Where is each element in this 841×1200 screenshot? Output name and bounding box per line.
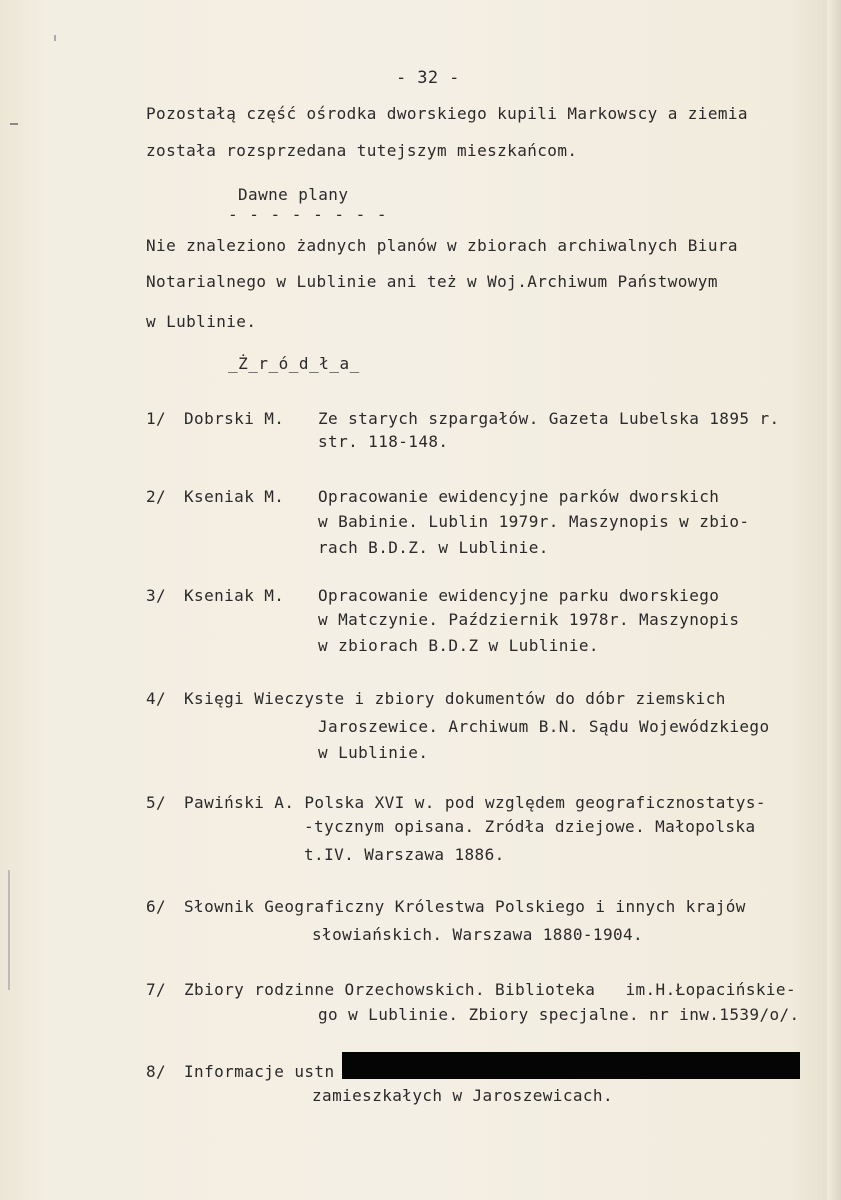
source-author: Kseniak M. [184, 487, 285, 506]
source-line: w Babinie. Lublin 1979r. Maszynopis w zbio- [318, 512, 750, 531]
source-line: rach B.D.Z. w Lublinie. [318, 538, 549, 557]
source-line: -tycznym opisana. Zródła dziejowe. Małopolska [304, 817, 756, 836]
source-author: Kseniak M. [184, 586, 285, 605]
source-number: 2/ [146, 487, 167, 506]
section-heading-plans: Dawne plany [238, 185, 349, 204]
source-line: słowiańskich. Warszawa 1880-1904. [312, 925, 644, 944]
scan-speck [10, 123, 18, 125]
source-line: w Lublinie. [318, 743, 429, 762]
source-author: Zbiory rodzinne Orzechowskich. Biblioteka im.H.Łopacińskie- [184, 980, 797, 999]
source-number: 3/ [146, 586, 167, 605]
plans-text-line: Notarialnego w Lublinie ani też w Woj.Archiwum Państwowym [146, 272, 718, 291]
source-line: go w Lublinie. Zbiory specjalne. nr inw.1539/o/. [318, 1005, 800, 1024]
source-line: w zbiorach B.D.Z w Lublinie. [318, 636, 599, 655]
source-number: 6/ [146, 897, 167, 916]
source-line: zamieszkałych w Jaroszewicach. [312, 1086, 613, 1105]
source-line: str. 118-148. [318, 432, 449, 451]
source-author: Pawiński A. Polska XVI w. pod względem geograficznostatys- [184, 793, 766, 812]
source-number: 1/ [146, 409, 167, 428]
source-author: Słownik Geograficzny Królestwa Polskiego i innych krajów [184, 897, 746, 916]
source-number: 8/ [146, 1062, 167, 1081]
source-number: 7/ [146, 980, 167, 999]
plans-text-line: w Lublinie. [146, 312, 257, 331]
source-author: Informacje ustn [184, 1062, 335, 1081]
source-line: Opracowanie ewidencyjne parków dworskich [318, 487, 720, 506]
scan-speck [54, 35, 56, 41]
plans-text-line: Nie znaleziono żadnych planów w zbiorach archiwalnych Biura [146, 236, 738, 255]
source-line: Opracowanie ewidencyjne parku dworskiego [318, 586, 720, 605]
source-line: Jaroszewice. Archiwum B.N. Sądu Wojewódzkiego [318, 717, 770, 736]
intro-line: została rozsprzedana tutejszym mieszkańcom. [146, 141, 578, 160]
page-number: - 32 - [396, 68, 460, 88]
intro-line: Pozostałą część ośrodka dworskiego kupili Markowscy a ziemia [146, 104, 748, 123]
heading-underline: - - - - - - - - [228, 205, 388, 224]
scan-speck [8, 870, 10, 990]
source-number: 4/ [146, 689, 167, 708]
source-author: Księgi Wieczyste i zbiory dokumentów do dóbr ziemskich [184, 689, 726, 708]
page-edge-shadow [827, 0, 841, 1200]
source-line: Ze starych szpargałów. Gazeta Lubelska 1895 r. [318, 409, 780, 428]
source-author: Dobrski M. [184, 409, 285, 428]
source-line: t.IV. Warszawa 1886. [304, 845, 505, 864]
section-heading-sources: _Ż_r_ó_d_ł_a_ [228, 354, 360, 373]
redaction-bar [342, 1052, 800, 1079]
source-number: 5/ [146, 793, 167, 812]
source-line: w Matczynie. Październik 1978r. Maszynopis [318, 610, 740, 629]
